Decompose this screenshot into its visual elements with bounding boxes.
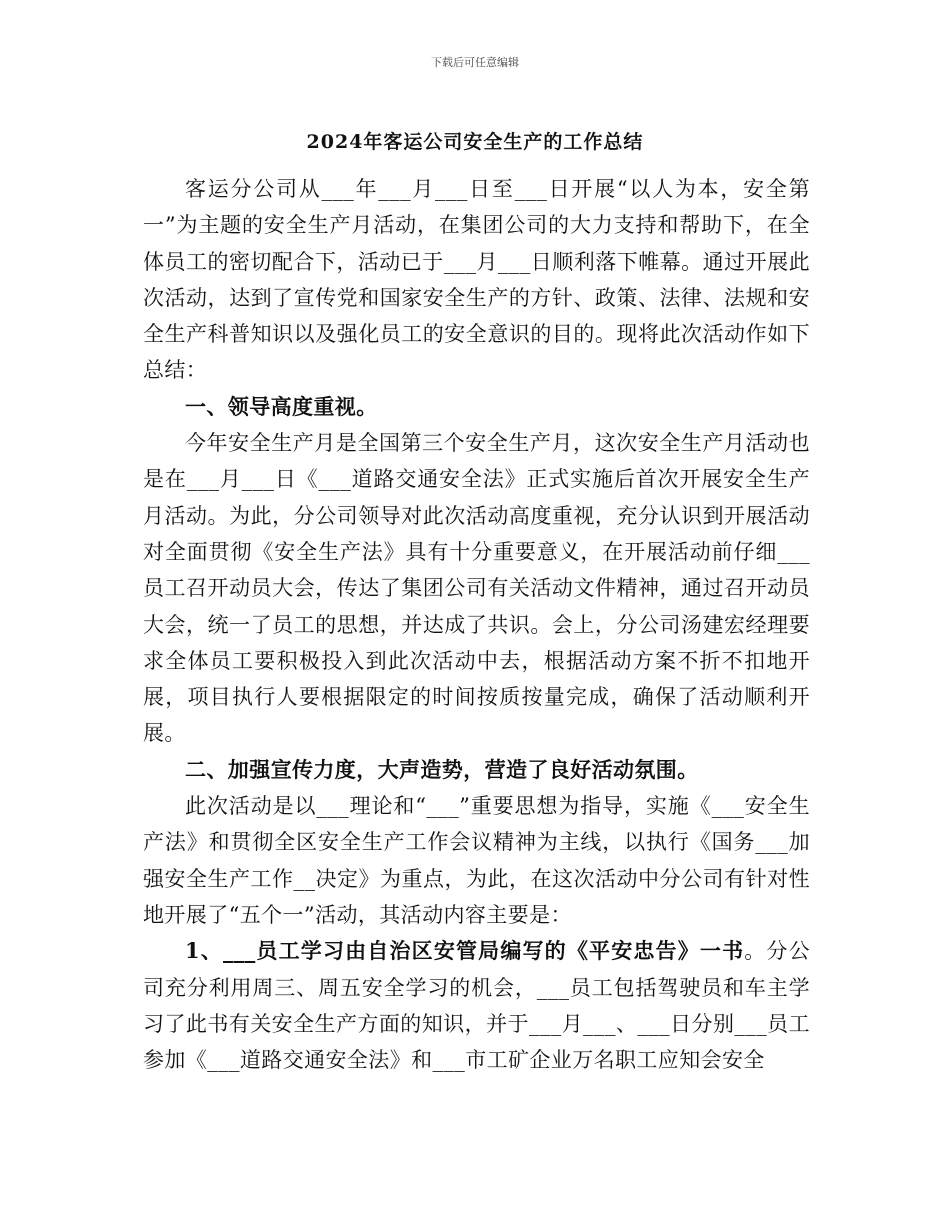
paragraph-section-1: 今年安全生产月是全国第三个安全生产月，这次安全生产月活动也是在___月___日《___道路交通安全法》正式实施后首次开展安全生产月活动。为此，分公司领导对此次活动高度重视，充分认识到开展活动对全面贯彻《安全生产法》具有十分重要意义，在开展活动前仔细___员工召开动员大会，传达了集团公司有关活动文件精神，通过召开动员大会，统一了员工的思想，并达成了共识。会上，分公司汤建宏经理要求全体员工要积极投入到此次活动中去，根据活动方案不折不扣地开展，项目执行人要根据限定的时间按质按量完成，确保了活动顺利开展。 <box>143 431 810 746</box>
item-1-heading: 1、___员工学习由自治区安管局编写的《平安忠告》一书 <box>185 938 745 964</box>
document-title: 2024年客运公司安全生产的工作总结 <box>306 131 644 153</box>
section-heading-1: 一、领导高度重视。 <box>185 393 378 419</box>
header-note: 下载后可任意编辑 <box>431 56 519 69</box>
paragraph-intro: 客运分公司从___年___月___日至___日开展“以人为本，安全第一”为主题的安全生产月活动，在集团公司的大力支持和帮助下，在全体员工的密切配合下，活动已于___月___日顺利落下帷幕。通过开展此次活动，达到了宣传党和国家安全生产的方针、政策、法律、法规和安全生产科普知识以及强化员工的安全意识的目的。现将此次活动作如下总结： <box>143 177 810 383</box>
document-body <box>143 171 810 1078</box>
item-1-text: 。分公司充分利用周三、周五安全学习的机会，___员工包括驾驶员和车主学习了此书有关安全生产方面的知识，并于___月___、___日分别___员工参加《___道路交通安全法》和___市工矿企业万名职工应知会安全 <box>143 939 810 1073</box>
section-heading-2: 二、加强宣传力度，大声造势，营造了良好活动氛围。 <box>185 756 699 782</box>
paragraph-section-2: 此次活动是以___理论和“___”重要思想为指导，实施《___安全生产法》和贯彻全区安全生产工作会议精神为主线，以执行《国务___加强安全生产工作__决定》为重点，为此，在这次活动中分公司有针对性地开展了“五个一”活动，其活动内容主要是： <box>143 794 810 927</box>
paragraph-item-1 <box>143 933 810 1078</box>
